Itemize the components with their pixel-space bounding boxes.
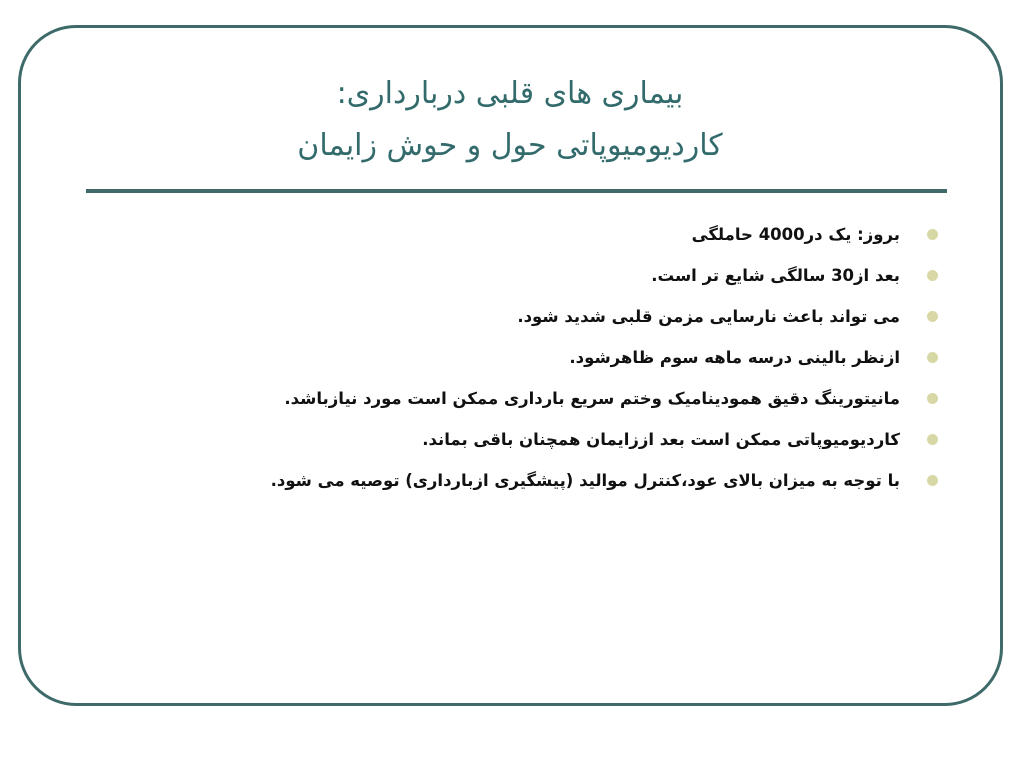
bullet-dot-icon — [927, 352, 938, 363]
bullet-dot-icon — [927, 434, 938, 445]
bullet-item — [238, 296, 938, 337]
bullet-item — [238, 419, 938, 460]
bullet-text: بعد از30 سالگی شایع تر است. — [651, 266, 900, 285]
bullet-text: با توجه به میزان بالای عود،کنترل موالید (پیشگیری ازبارداری) توصیه می شود. — [270, 471, 900, 490]
bullet-item — [238, 214, 938, 255]
bullet-item — [238, 255, 938, 296]
bullet-dot-icon — [927, 393, 938, 404]
bullet-text: بروز: یک در4000 حاملگی — [691, 225, 900, 244]
bullet-text: ازنظر بالینی درسه ماهه سوم ظاهرشود. — [569, 348, 900, 367]
bullet-dot-icon — [927, 311, 938, 322]
bullet-dot-icon — [927, 270, 938, 281]
title-divider — [86, 189, 947, 193]
bullet-text: می تواند باعث نارسایی مزمن قلبی شدید شود. — [517, 307, 900, 326]
bullet-dot-icon — [927, 475, 938, 486]
title-line-2: کاردیومیوپاتی حول و حوش زایمان — [297, 128, 723, 163]
slide-title — [120, 68, 900, 172]
bullet-dot-icon — [927, 229, 938, 240]
bullet-list — [238, 214, 938, 501]
title-line-1: بیماری های قلبی دربارداری: — [336, 76, 684, 111]
bullet-item — [238, 460, 938, 501]
bullet-item — [238, 337, 938, 378]
bullet-text: کاردیومیوپاتی ممکن است بعد اززایمان همچنان باقی بماند. — [422, 430, 900, 449]
bullet-item — [238, 378, 938, 419]
bullet-text: مانیتورینگ دقیق همودینامیک وختم سریع بارداری ممکن است مورد نیازباشد. — [284, 389, 900, 408]
